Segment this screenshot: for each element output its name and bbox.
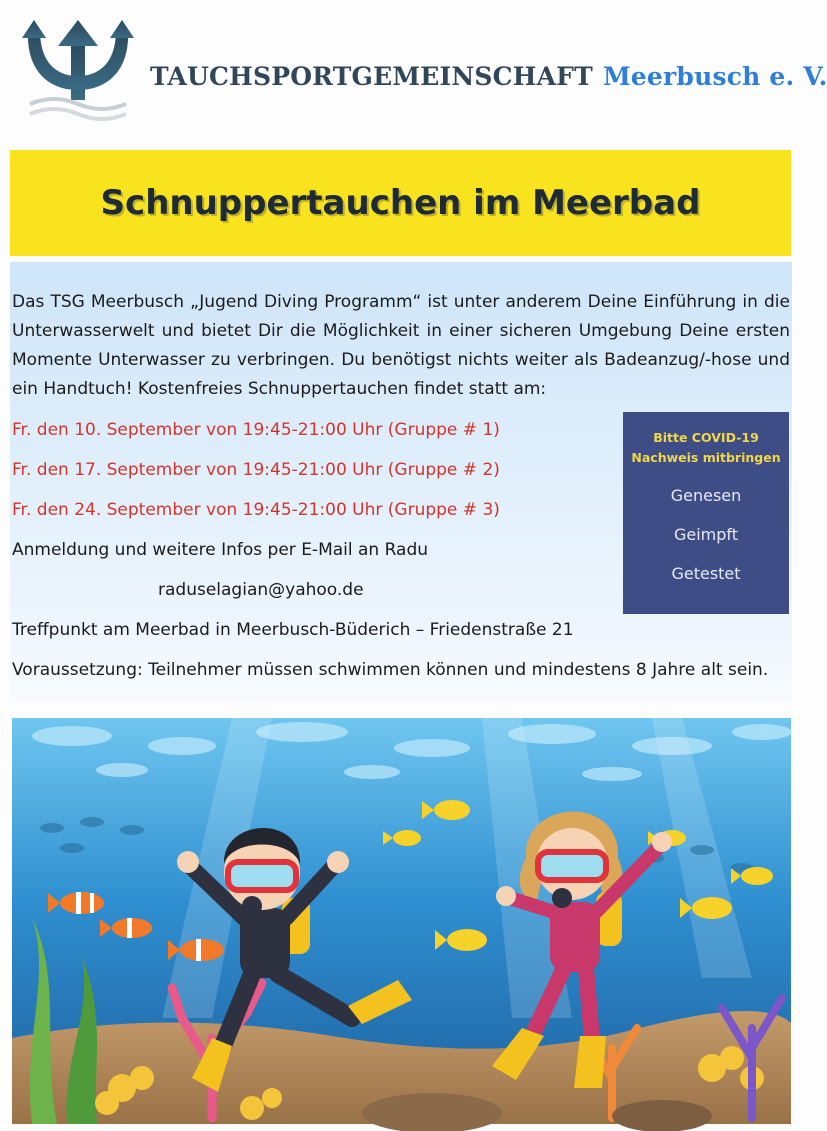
organization-name (150, 62, 827, 102)
page-title: Schnuppertauchen im Meerbad (100, 183, 701, 223)
date-line-2: Fr. den 17. September von 19:45-21:00 Uhr (Gruppe # 2) (12, 460, 500, 480)
underwater-illustration (12, 718, 791, 1124)
covid-item-getestet: Getestet (671, 564, 741, 583)
covid-item-geimpft: Geimpft (673, 525, 739, 544)
org-name-accent: Meerbusch e. V. (602, 62, 827, 91)
covid-heading-line1: Bitte COVID-19 (653, 430, 759, 445)
covid-item-genesen: Genesen (670, 486, 742, 505)
email-address[interactable]: raduselagian@yahoo.de (158, 580, 364, 600)
trident-logo-icon (22, 20, 134, 124)
header (0, 0, 827, 140)
meeting-point: Treffpunkt am Meerbad in Meerbusch-Büderich – Friedenstraße 21 (12, 620, 574, 640)
covid-heading-line2: Nachweis mitbringen (631, 450, 781, 465)
requirement-text: Voraussetzung: Teilnehmer müssen schwimmen können und mindestens 8 Jahre alt sein. (12, 660, 769, 680)
covid-notice-box (623, 412, 789, 614)
registration-text: Anmeldung und weitere Infos per E-Mail an Radu (12, 540, 429, 560)
covid-heading (623, 428, 789, 468)
org-name-main: TAUCHSPORTGEMEINSCHAFT (150, 62, 593, 91)
date-line-3: Fr. den 24. September von 19:45-21:00 Uhr (Gruppe # 3) (12, 500, 500, 520)
date-line-1: Fr. den 10. September von 19:45-21:00 Uhr (Gruppe # 1) (12, 420, 500, 440)
intro-paragraph: Das TSG Meerbusch „Jugend Diving Programm“ ist unter anderem Deine Einführung in die Unterwasserwelt und bietet Dir die Möglichkeit in einer sicheren Umgebung Deine ersten Momente Unterwasser zu verbringen. Du benötigst nichts weiter als Badeanzug/-hose und ein Handtuch! Kostenfreies Schnuppertauchen findet statt am: (12, 292, 790, 399)
title-banner (10, 150, 791, 256)
